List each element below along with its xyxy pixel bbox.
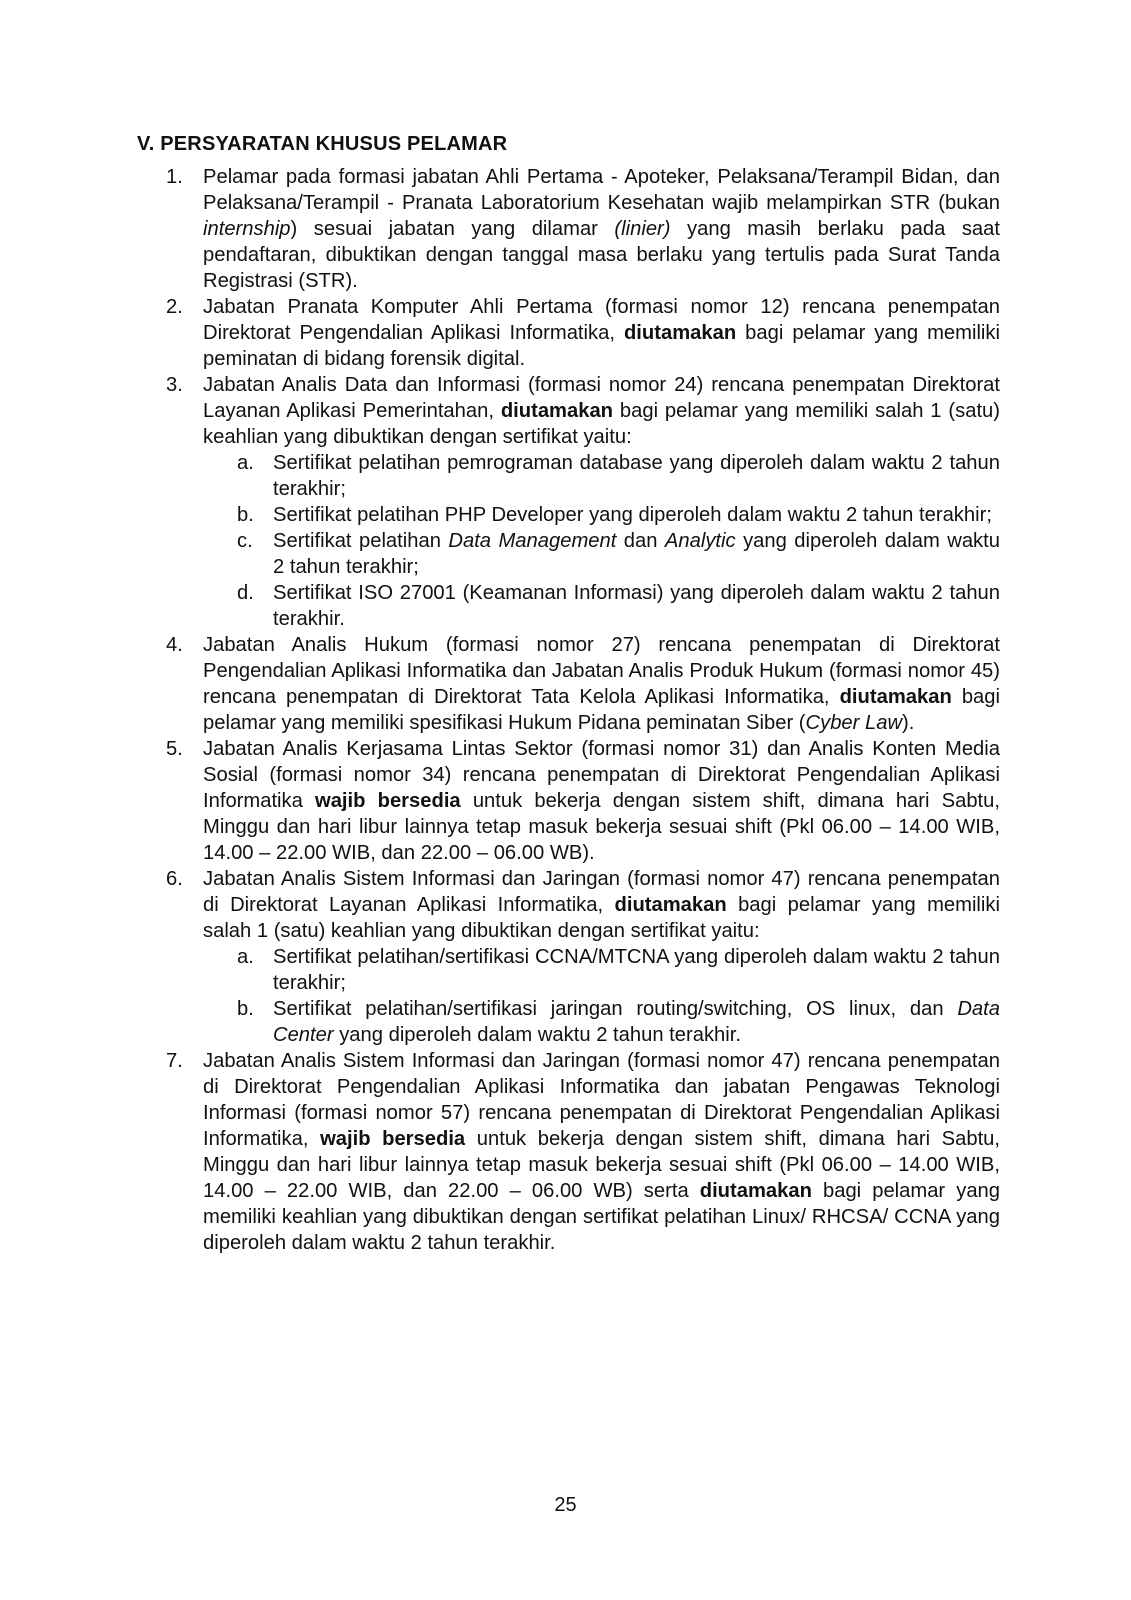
text-segment: Sertifikat pelatihan/sertifikasi CCNA/MTCNA yang diperoleh dalam waktu 2 tahun terakhir; <box>273 946 1000 994</box>
emphasis-italic: internship <box>203 218 291 240</box>
page-number: 25 <box>554 1494 577 1516</box>
text-segment: bagi pelamar yang memiliki spesifikasi Hukum Pidana peminatan Siber ( <box>203 686 1000 734</box>
list-item <box>166 1048 1000 1256</box>
emphasis-bold: wajib bersedia <box>320 1128 466 1150</box>
emphasis-bold: diutamakan <box>699 1180 812 1202</box>
text-segment: Jabatan Pranata Komputer Ahli Pertama (formasi nomor 12) rencana penempatan Direktorat Pengendalian Aplikasi Informatika, <box>203 296 1000 344</box>
text-segment: Jabatan Analis Hukum (formasi nomor 27) rencana penempatan di Direktorat Pengendalian Aplikasi Informatika dan Jabatan Analis Produk Hukum (formasi nomor 45) rencana penempatan di Direktorat Tata Kelola Aplikasi Informatika, <box>203 634 1000 708</box>
text-segment: untuk bekerja dengan sistem shift, dimana hari Sabtu, Minggu dan hari libur lainnya tetap masuk bekerja sesuai shift (Pkl 06.00 – 14.00 WIB, 14.00 – 22.00 WIB, dan 22.00 – 06.00 WB). <box>203 790 1000 864</box>
text-segment: bagi pelamar yang memiliki peminatan di bidang forensik digital. <box>203 322 1000 370</box>
emphasis-bold: diutamakan <box>623 322 737 344</box>
text-segment: Jabatan Analis Data dan Informasi (formasi nomor 24) rencana penempatan Direktorat Layanan Aplikasi Pemerintahan, <box>203 374 1000 422</box>
sub-item-text <box>273 450 1000 502</box>
text-segment: ) sesuai jabatan yang dilamar <box>290 218 615 240</box>
text-segment: Jabatan Analis Sistem Informasi dan Jaringan (formasi nomor 47) rencana penempatan di Direktorat Pengendalian Aplikasi Informatika dan jabatan Pengawas Teknologi Informasi (formasi nomor 57) rencana penempatan di Direktorat Pengendalian Aplikasi Informatika, <box>203 1050 1000 1150</box>
requirements-list <box>166 164 1000 1256</box>
item-body <box>203 1048 1000 1256</box>
sub-item-letter: b. <box>237 998 254 1020</box>
text-segment: Sertifikat pelatihan <box>273 530 449 552</box>
item-body <box>203 294 1000 372</box>
sub-item-text <box>273 580 1000 632</box>
item-text <box>203 294 1000 372</box>
sub-item-letter: a. <box>237 946 254 968</box>
item-number: 6. <box>166 868 183 890</box>
text-segment: Jabatan Analis Sistem Informasi dan Jaringan (formasi nomor 47) rencana penempatan di Direktorat Layanan Aplikasi Informatika, <box>203 868 1000 916</box>
section-heading: V. PERSYARATAN KHUSUS PELAMAR <box>137 133 508 155</box>
list-item <box>166 632 1000 736</box>
emphasis-italic: Analytic <box>664 530 736 552</box>
sub-item-letter: d. <box>237 582 254 604</box>
item-text <box>203 632 1000 736</box>
item-number: 3. <box>166 374 183 396</box>
text-segment: yang diperoleh dalam waktu 2 tahun terakhir. <box>333 1024 741 1046</box>
list-item <box>166 736 1000 866</box>
item-text <box>203 736 1000 866</box>
text-segment: yang diperoleh dalam waktu 2 tahun terakhir; <box>273 530 1000 578</box>
sub-item <box>203 528 1000 580</box>
item-body <box>203 632 1000 736</box>
item-number: 2. <box>166 296 183 318</box>
text-segment: bagi pelamar yang memiliki salah 1 (satu) keahlian yang dibuktikan dengan sertifikat yaitu: <box>203 894 1000 942</box>
text-segment: Jabatan Analis Kerjasama Lintas Sektor (formasi nomor 31) dan Analis Konten Media Sosial (formasi nomor 34) rencana penempatan di Direktorat Pengendalian Aplikasi Informatika <box>203 738 1000 812</box>
text-segment: ). <box>902 712 915 734</box>
emphasis-italic: Data Center <box>273 998 1000 1046</box>
sub-item-text <box>273 502 1000 528</box>
item-number: 1. <box>166 166 183 188</box>
list-item <box>166 294 1000 372</box>
item-text <box>203 164 1000 294</box>
text-segment: untuk bekerja dengan sistem shift, dimana hari Sabtu, Minggu dan hari libur lainnya tetap masuk bekerja sesuai shift (Pkl 06.00 – 14.00 WIB, 14.00 – 22.00 WIB, dan 22.00 – 06.00 WB) serta <box>203 1128 1001 1202</box>
sub-item <box>203 580 1000 632</box>
sub-item <box>203 944 1000 996</box>
item-number: 4. <box>166 634 183 656</box>
text-segment: dan <box>616 530 665 552</box>
list-item <box>166 866 1000 1048</box>
emphasis-bold: wajib bersedia <box>315 790 461 812</box>
item-number: 7. <box>166 1050 183 1072</box>
sub-item-letter: b. <box>237 504 254 526</box>
sub-item <box>203 996 1000 1048</box>
emphasis-bold: diutamakan <box>500 400 614 422</box>
text-segment: Pelamar pada formasi jabatan Ahli Pertama - Apoteker, Pelaksana/Terampil Bidan, dan Pelaksana/Terampil - Pranata Laboratorium Kesehatan wajib melampirkan STR (bukan <box>203 166 1000 214</box>
text-segment: yang masih berlaku pada saat pendaftaran, dibuktikan dengan tanggal masa berlaku yang tertulis pada Surat Tanda Registrasi (STR). <box>203 218 1000 292</box>
item-body <box>203 372 1000 632</box>
emphasis-bold: diutamakan <box>839 686 952 708</box>
sub-item-letter: c. <box>237 530 253 552</box>
text-segment: bagi pelamar yang memiliki salah 1 (satu) keahlian yang dibuktikan dengan sertifikat yaitu: <box>203 400 1000 448</box>
sub-item-letter: a. <box>237 452 254 474</box>
sub-item <box>203 502 1000 528</box>
item-body <box>203 164 1000 294</box>
text-segment: Sertifikat pelatihan PHP Developer yang diperoleh dalam waktu 2 tahun terakhir; <box>273 504 992 526</box>
list-item <box>166 164 1000 294</box>
item-body <box>203 866 1000 1048</box>
sub-item-text <box>273 528 1000 580</box>
text-segment: Sertifikat ISO 27001 (Keamanan Informasi) yang diperoleh dalam waktu 2 tahun terakhir. <box>273 582 1000 630</box>
sub-item-text <box>273 996 1000 1048</box>
text-segment: bagi pelamar yang memiliki keahlian yang dibuktikan dengan sertifikat pelatihan Linux/ RHCSA/ CCNA yang diperoleh dalam waktu 2 tahun terakhir. <box>203 1180 1000 1254</box>
sub-item-text <box>273 944 1000 996</box>
emphasis-italic: (linier) <box>614 218 671 240</box>
item-text <box>203 1048 1000 1256</box>
emphasis-bold: diutamakan <box>614 894 727 916</box>
list-item <box>166 372 1000 632</box>
item-body <box>203 736 1000 866</box>
item-text <box>203 866 1000 944</box>
emphasis-italic: Cyber Law <box>805 712 903 734</box>
text-segment: Sertifikat pelatihan/sertifikasi jaringan routing/switching, OS linux, dan <box>273 998 958 1020</box>
sub-item <box>203 450 1000 502</box>
item-text <box>203 372 1000 450</box>
text-segment: Sertifikat pelatihan pemrograman database yang diperoleh dalam waktu 2 tahun terakhir; <box>273 452 1000 500</box>
emphasis-italic: Data Management <box>448 530 617 552</box>
item-number: 5. <box>166 738 183 760</box>
